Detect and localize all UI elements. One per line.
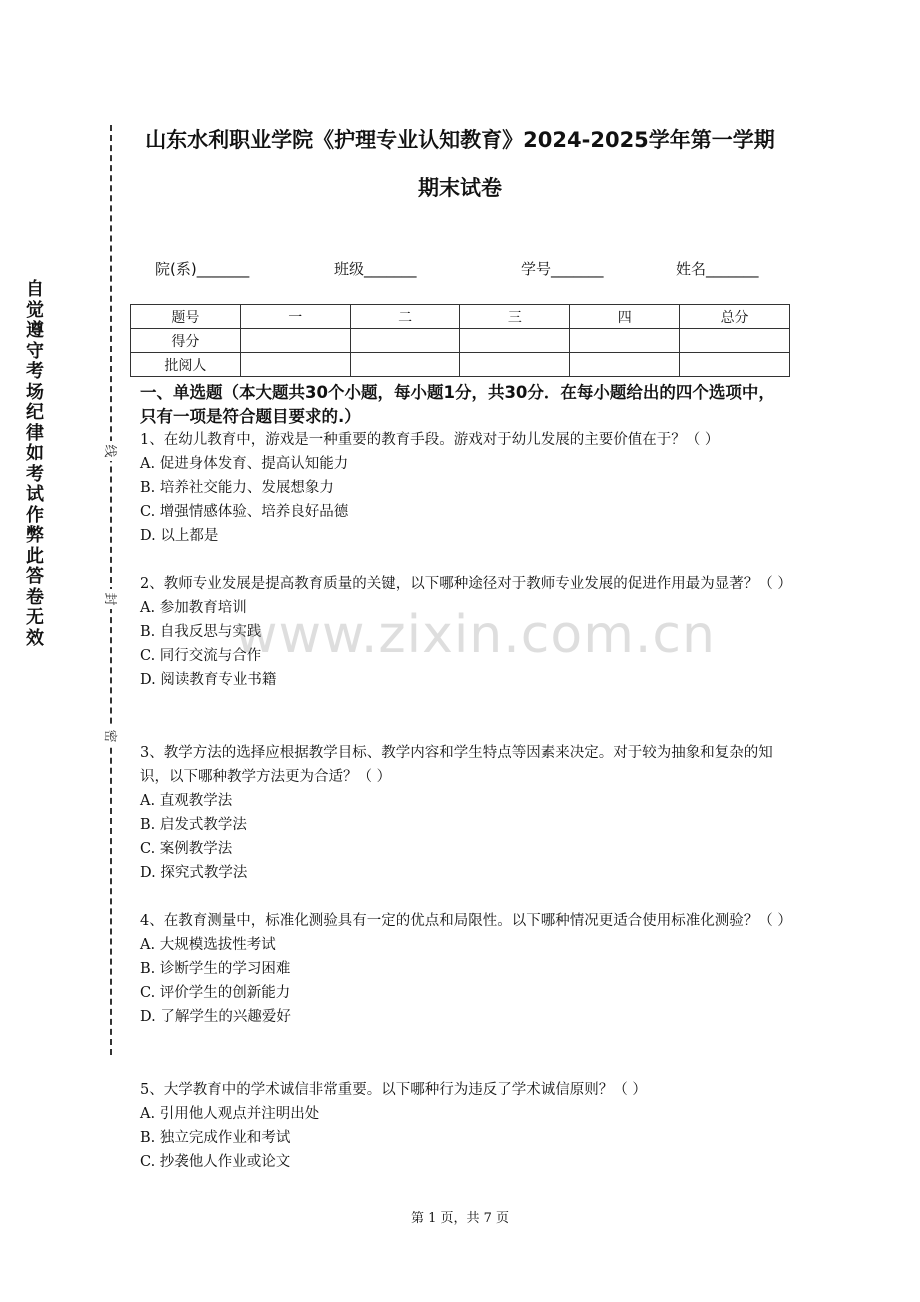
option: D. 以上都是 — [140, 528, 219, 544]
student-id-field: 学号_______ — [521, 260, 604, 278]
table-cell — [570, 353, 680, 377]
table-cell — [350, 329, 460, 353]
table-cell — [570, 329, 680, 353]
question-stem: 2、教师专业发展是提高教育质量的关键，以下哪种途径对于教师专业发展的促进作用最为显著？（ ） — [140, 576, 792, 592]
seal-label-line: 线 — [101, 441, 121, 461]
table-header: 总分 — [680, 305, 790, 329]
option: D. 探究式教学法 — [140, 865, 248, 881]
option: B. 独立完成作业和考试 — [140, 1130, 291, 1146]
score-table — [130, 304, 790, 377]
department-field: 院(系)_______ — [155, 260, 250, 278]
table-header: 三 — [460, 305, 570, 329]
question-5 — [140, 1078, 790, 1174]
exam-discipline-warning: 自觉遵守考场纪律如考试作弊此答卷无效 — [26, 279, 44, 649]
seal-label-secret: 密 — [101, 726, 121, 746]
name-field: 姓名_______ — [676, 260, 759, 278]
page-footer: 第 1 页，共 7 页 — [410, 1211, 510, 1226]
option: A. 大规模选拔性考试 — [140, 937, 276, 953]
table-cell — [240, 329, 350, 353]
table-header: 一 — [240, 305, 350, 329]
row-label: 批阅人 — [131, 353, 241, 377]
option: C. 同行交流与合作 — [140, 648, 262, 664]
option: A. 引用他人观点并注明出处 — [140, 1106, 320, 1122]
table-cell — [460, 353, 570, 377]
option: B. 启发式教学法 — [140, 817, 247, 833]
question-stem: 4、在教育测量中，标准化测验具有一定的优点和局限性。以下哪种情况更适合使用标准化测验？（ ） — [140, 913, 792, 929]
option: C. 评价学生的创新能力 — [140, 985, 291, 1001]
table-cell — [680, 353, 790, 377]
watermark: www.zixin.com.cn — [235, 605, 716, 665]
option: D. 了解学生的兴趣爱好 — [140, 1009, 291, 1025]
table-header: 二 — [350, 305, 460, 329]
question-4 — [140, 909, 790, 1029]
row-label: 得分 — [131, 329, 241, 353]
class-field: 班级_______ — [334, 260, 417, 278]
table-cell — [680, 329, 790, 353]
option: A. 直观教学法 — [140, 793, 233, 809]
option: B. 自我反思与实践 — [140, 624, 262, 640]
option: C. 增强情感体验、培养良好品德 — [140, 504, 349, 520]
table-cell — [240, 353, 350, 377]
table-header: 四 — [570, 305, 680, 329]
table-cell — [460, 329, 570, 353]
table-row — [131, 353, 790, 377]
question-stem: 1、在幼儿教育中，游戏是一种重要的教育手段。游戏对于幼儿发展的主要价值在于？（ ） — [140, 432, 720, 448]
option: A. 参加教育培训 — [140, 600, 247, 616]
table-row — [131, 305, 790, 329]
table-cell — [350, 353, 460, 377]
question-1 — [140, 428, 790, 548]
exam-subtitle: 期末试卷 — [418, 176, 502, 200]
option: B. 诊断学生的学习困难 — [140, 961, 291, 977]
option: C. 抄袭他人作业或论文 — [140, 1154, 291, 1170]
table-row — [131, 329, 790, 353]
question-stem: 3、教学方法的选择应根据教学目标、教学内容和学生特点等因素来决定。对于较为抽象和复杂的知识，以下哪种教学方法更为合适？（ ） — [140, 745, 773, 785]
seal-label-seal: 封 — [101, 589, 121, 609]
question-stem: 5、大学教育中的学术诚信非常重要。以下哪种行为违反了学术诚信原则？（ ） — [140, 1082, 647, 1098]
section-heading: 一、单选题（本大题共30个小题，每小题1分，共30分．在每小题给出的四个选项中，只有一项是符合题目要求的.） — [140, 383, 775, 426]
option: D. 阅读教育专业书籍 — [140, 672, 277, 688]
question-3 — [140, 741, 790, 885]
option: A. 促进身体发育、提高认知能力 — [140, 456, 349, 472]
table-header: 题号 — [131, 305, 241, 329]
option: B. 培养社交能力、发展想象力 — [140, 480, 334, 496]
exam-title: 山东水利职业学院《护理专业认知教育》2024-2025学年第一学期 — [145, 128, 775, 152]
option: C. 案例教学法 — [140, 841, 233, 857]
